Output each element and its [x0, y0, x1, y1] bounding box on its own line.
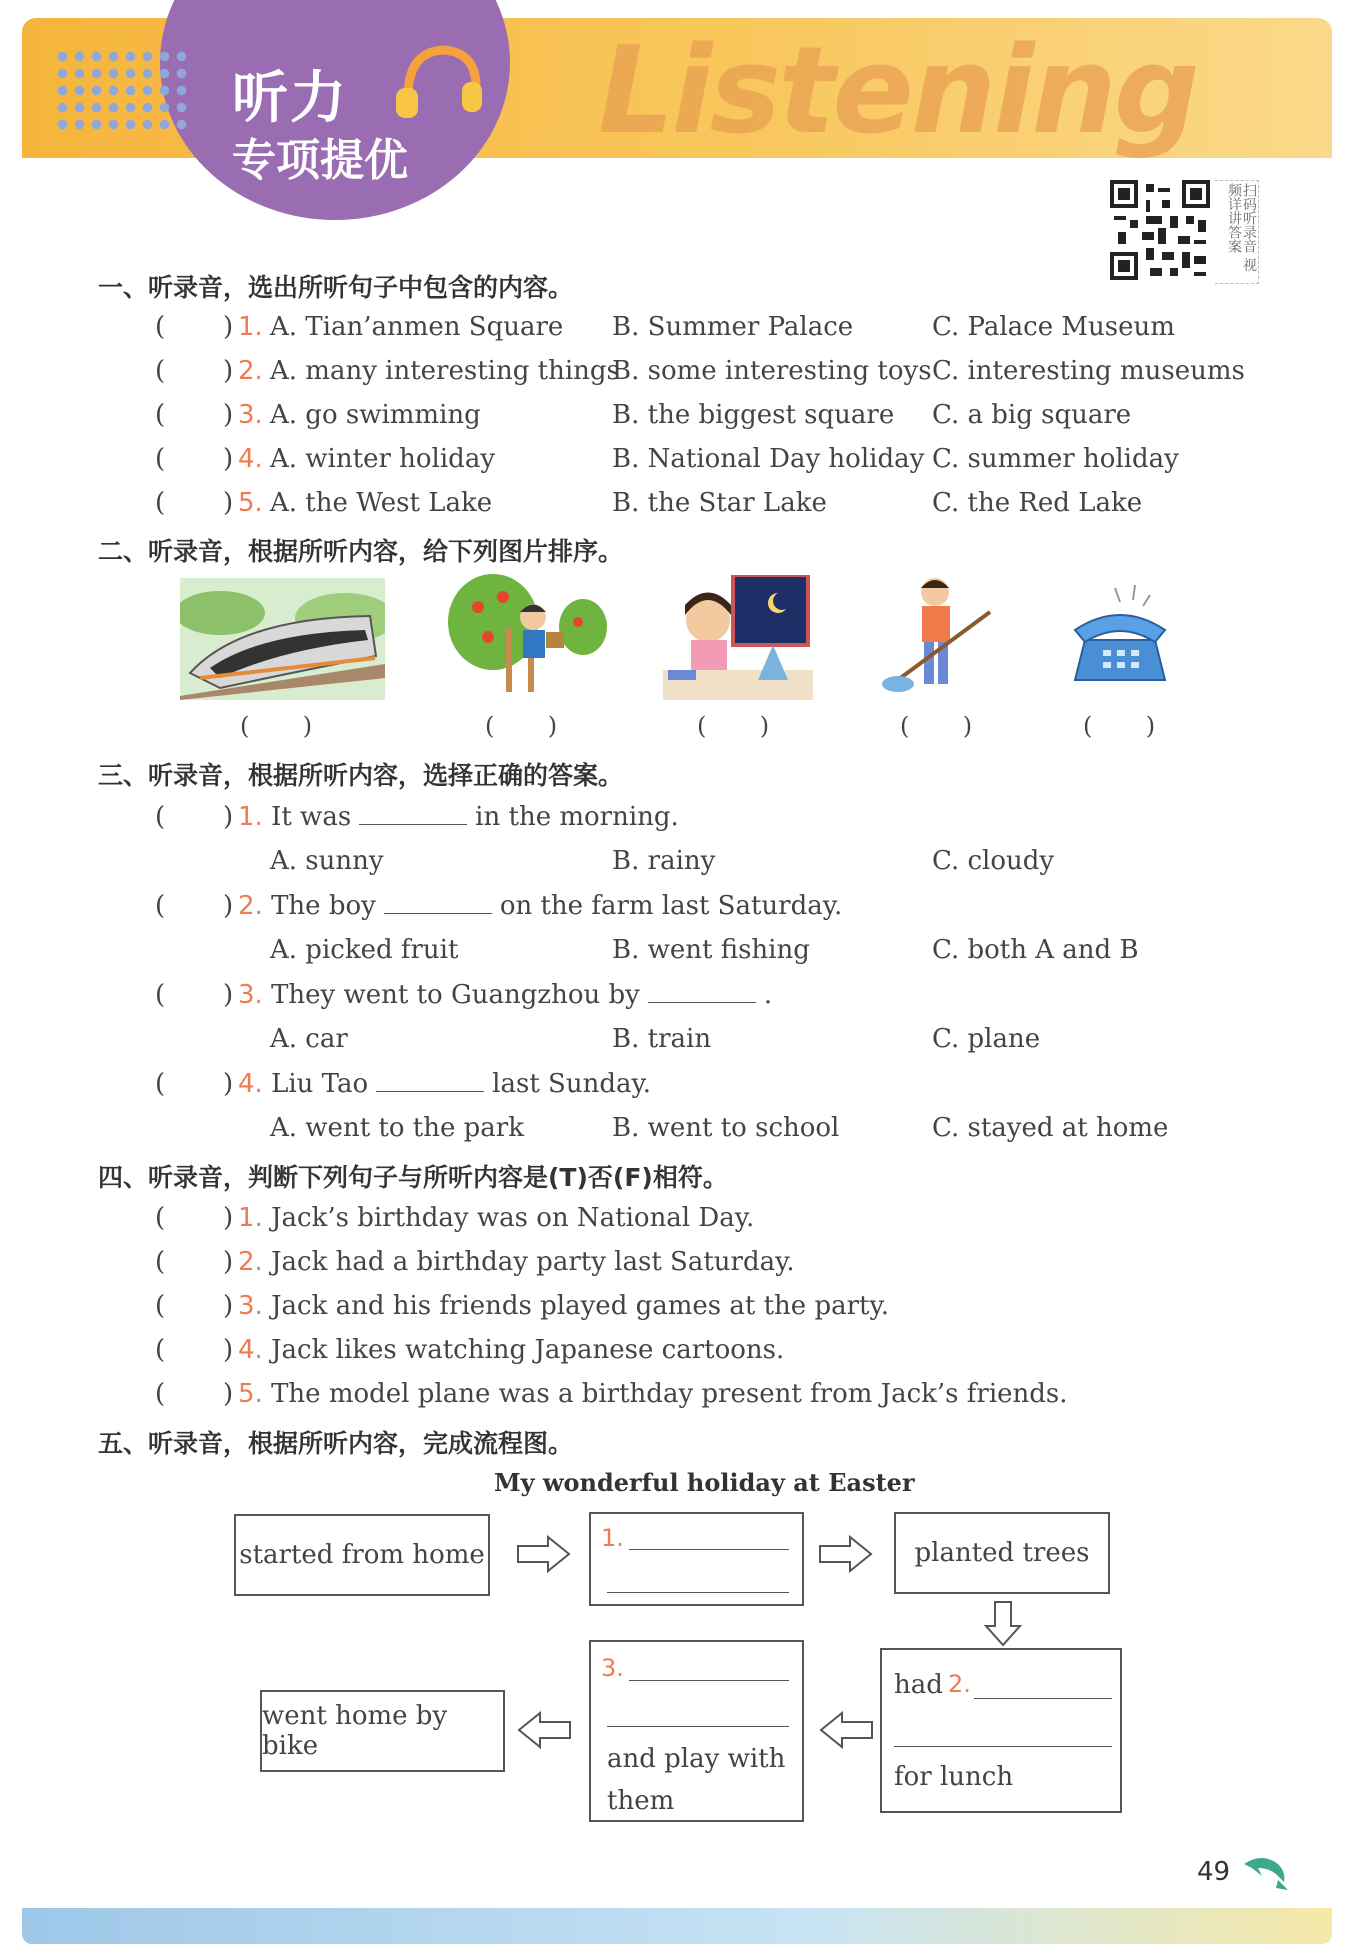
flow-box-1-line-1[interactable]: [629, 1549, 789, 1550]
flow-box-1-number: 1.: [601, 1524, 624, 1552]
q3-1-option-a: A. sunny: [270, 846, 384, 876]
q4-3-text: Jack and his friends played games at the party.: [271, 1291, 889, 1321]
q3-3-option-a: A. car: [270, 1024, 348, 1054]
q3-2-option-a: A. picked fruit: [270, 935, 459, 965]
q4-2-paren[interactable]: ( ): [155, 1247, 234, 1277]
flow-box-start-text: started from home: [239, 1540, 485, 1570]
q1-4-option-a: A. winter holiday: [270, 444, 496, 474]
flow-box-2-number: 2.: [948, 1670, 971, 1698]
q4-5-paren[interactable]: ( ): [155, 1379, 234, 1409]
q3-3-blank[interactable]: [648, 982, 756, 1003]
qr-caption: 扫码听录音 视频详讲答案: [1215, 180, 1259, 284]
section-1-title: 一、听录音，选出所听句子中包含的内容。: [98, 273, 574, 302]
train-picture: [180, 578, 385, 700]
flow-box-2-line-1[interactable]: [974, 1698, 1112, 1699]
arrow-right-icon: [516, 1534, 572, 1574]
q4-2-text: Jack had a birthday party last Saturday.: [271, 1247, 795, 1277]
q3-2-option-b: B. went fishing: [612, 935, 810, 965]
picture-5-paren[interactable]: ( ): [1083, 712, 1156, 740]
q4-4-statement: [238, 1335, 784, 1365]
flow-box-1: [589, 1512, 804, 1606]
picture-2-paren[interactable]: ( ): [485, 712, 558, 740]
flow-box-3: [589, 1640, 804, 1822]
picture-1-paren[interactable]: ( ): [240, 712, 313, 740]
q1-5-paren[interactable]: ( ): [155, 488, 234, 518]
q1-3-option-b: B. the biggest square: [612, 400, 895, 430]
qr-code-icon[interactable]: [1110, 180, 1210, 280]
q3-4-option-a: A. went to the park: [270, 1113, 524, 1143]
q1-3-option-c: C. a big square: [932, 400, 1132, 430]
q4-2-statement: [238, 1247, 795, 1277]
q3-4-post: last Sunday.: [492, 1069, 651, 1099]
arrow-left-icon: [516, 1710, 572, 1750]
flowchart-title: My wonderful holiday at Easter: [494, 1468, 915, 1497]
q1-2-option-b: B. some interesting toys: [612, 356, 932, 386]
q4-5-statement: [238, 1379, 1068, 1409]
flow-box-3-number: 3.: [601, 1654, 624, 1682]
flow-box-2-line-2[interactable]: [894, 1746, 1112, 1747]
decorative-dots: [54, 48, 194, 133]
q3-1-option-c: C. cloudy: [932, 846, 1055, 876]
q3-2-option-c: C. both A and B: [932, 935, 1139, 965]
q1-1-option-c: C. Palace Museum: [932, 312, 1175, 342]
q3-3-paren[interactable]: ( ): [155, 980, 234, 1010]
q3-4-blank[interactable]: [376, 1071, 484, 1092]
badge-title: 听力: [232, 66, 348, 131]
q4-1-number: 1.: [238, 1203, 263, 1233]
q1-5-option-a: A. the West Lake: [270, 488, 493, 518]
q4-3-statement: [238, 1291, 889, 1321]
q3-3-pre: They went to Guangzhou by: [271, 980, 640, 1010]
q3-3-question: [238, 980, 772, 1010]
arrow-right-icon: [818, 1534, 874, 1574]
q3-4-question: [238, 1069, 651, 1099]
q4-2-number: 2.: [238, 1247, 263, 1277]
flow-box-3-line-2[interactable]: [607, 1726, 789, 1727]
boy-sweeping-picture: [880, 572, 995, 700]
q4-4-number: 4.: [238, 1335, 263, 1365]
q1-5-number: 5.: [238, 488, 263, 518]
q3-2-paren[interactable]: ( ): [155, 891, 234, 921]
flow-box-2-had: had: [894, 1670, 943, 1700]
dolphin-icon: [1240, 1850, 1290, 1895]
page-number: 49: [1197, 1857, 1231, 1887]
girl-studying-picture: [663, 575, 813, 700]
telephone-picture: [1065, 580, 1180, 695]
flow-box-2: [880, 1648, 1122, 1813]
q3-1-paren[interactable]: ( ): [155, 802, 234, 832]
q3-2-question: [238, 891, 842, 921]
q4-1-statement: [238, 1203, 754, 1233]
flow-box-end: [260, 1690, 505, 1772]
q3-1-blank[interactable]: [359, 804, 467, 825]
q1-2-option-c: C. interesting museums: [932, 356, 1245, 386]
section-3-title: 三、听录音，根据所听内容，选择正确的答案。: [98, 761, 624, 790]
q3-2-pre: The boy: [271, 891, 376, 921]
q4-1-text: Jack’s birthday was on National Day.: [271, 1203, 755, 1233]
q3-3-number: 3.: [238, 980, 263, 1010]
fruit-picking-picture: [448, 572, 608, 697]
q4-3-number: 3.: [238, 1291, 263, 1321]
flow-box-1-line-2[interactable]: [607, 1592, 789, 1593]
q1-3-number: 3.: [238, 400, 263, 430]
q3-2-post: on the farm last Saturday.: [499, 891, 843, 921]
q4-3-paren[interactable]: ( ): [155, 1291, 234, 1321]
q3-4-option-b: B. went to school: [612, 1113, 840, 1143]
arrow-left-icon: [818, 1710, 874, 1750]
q1-1-option-a: A. Tian’anmen Square: [270, 312, 564, 342]
headphones-icon: [388, 42, 488, 122]
section-5-title: 五、听录音，根据所听内容，完成流程图。: [98, 1429, 574, 1458]
q4-4-paren[interactable]: ( ): [155, 1335, 234, 1365]
q1-1-paren[interactable]: ( ): [155, 312, 234, 342]
arrow-down-icon: [983, 1600, 1023, 1648]
q1-4-option-c: C. summer holiday: [932, 444, 1179, 474]
q1-2-option-a: A. many interesting things: [270, 356, 620, 386]
q3-3-option-b: B. train: [612, 1024, 712, 1054]
q3-4-number: 4.: [238, 1069, 263, 1099]
q3-2-number: 2.: [238, 891, 263, 921]
q1-3-paren[interactable]: ( ): [155, 400, 234, 430]
q3-1-question: [238, 802, 679, 832]
section-4-title: 四、听录音，判断下列句子与所听内容是(T)否(F)相符。: [98, 1163, 728, 1192]
q1-4-number: 4.: [238, 444, 263, 474]
q1-2-paren[interactable]: ( ): [155, 356, 234, 386]
footer-band: [22, 1908, 1332, 1944]
flow-box-planted: [894, 1512, 1110, 1594]
q1-1-option-b: B. Summer Palace: [612, 312, 854, 342]
section-2-title: 二、听录音，根据所听内容，给下列图片排序。: [98, 537, 624, 566]
picture-4-paren[interactable]: ( ): [900, 712, 973, 740]
flow-box-start: [234, 1514, 490, 1596]
q3-3-option-c: C. plane: [932, 1024, 1041, 1054]
banner-word: Listening: [598, 22, 1197, 161]
q3-1-pre: It was: [271, 802, 352, 832]
q1-4-paren[interactable]: ( ): [155, 444, 234, 474]
q1-5-option-b: B. the Star Lake: [612, 488, 827, 518]
q3-1-post: in the morning.: [475, 802, 679, 832]
q4-5-text: The model plane was a birthday present from Jack’s friends.: [271, 1379, 1068, 1409]
q1-2-number: 2.: [238, 356, 263, 386]
q4-5-number: 5.: [238, 1379, 263, 1409]
flow-box-2-tail: for lunch: [894, 1762, 1014, 1792]
q4-1-paren[interactable]: ( ): [155, 1203, 234, 1233]
badge-subtitle: 专项提优: [232, 135, 408, 186]
flow-box-end-text: went home by bike: [262, 1701, 448, 1761]
q1-4-option-b: B. National Day holiday: [612, 444, 925, 474]
q1-3-option-a: A. go swimming: [270, 400, 481, 430]
q1-1-number: 1.: [238, 312, 263, 342]
q3-4-paren[interactable]: ( ): [155, 1069, 234, 1099]
flow-box-3-tail-1: and play with: [607, 1744, 786, 1774]
q3-1-number: 1.: [238, 802, 263, 832]
q3-1-option-b: B. rainy: [612, 846, 716, 876]
q3-4-option-c: C. stayed at home: [932, 1113, 1169, 1143]
q3-2-blank[interactable]: [384, 893, 492, 914]
flow-box-3-tail-2: them: [607, 1786, 675, 1816]
q3-4-pre: Liu Tao: [271, 1069, 369, 1099]
q1-5-option-c: C. the Red Lake: [932, 488, 1143, 518]
picture-3-paren[interactable]: ( ): [697, 712, 770, 740]
flow-box-planted-text: planted trees: [914, 1538, 1090, 1568]
q3-3-post: .: [763, 980, 773, 1010]
q4-4-text: Jack likes watching Japanese cartoons.: [271, 1335, 785, 1365]
flow-box-3-line-1[interactable]: [629, 1680, 789, 1681]
